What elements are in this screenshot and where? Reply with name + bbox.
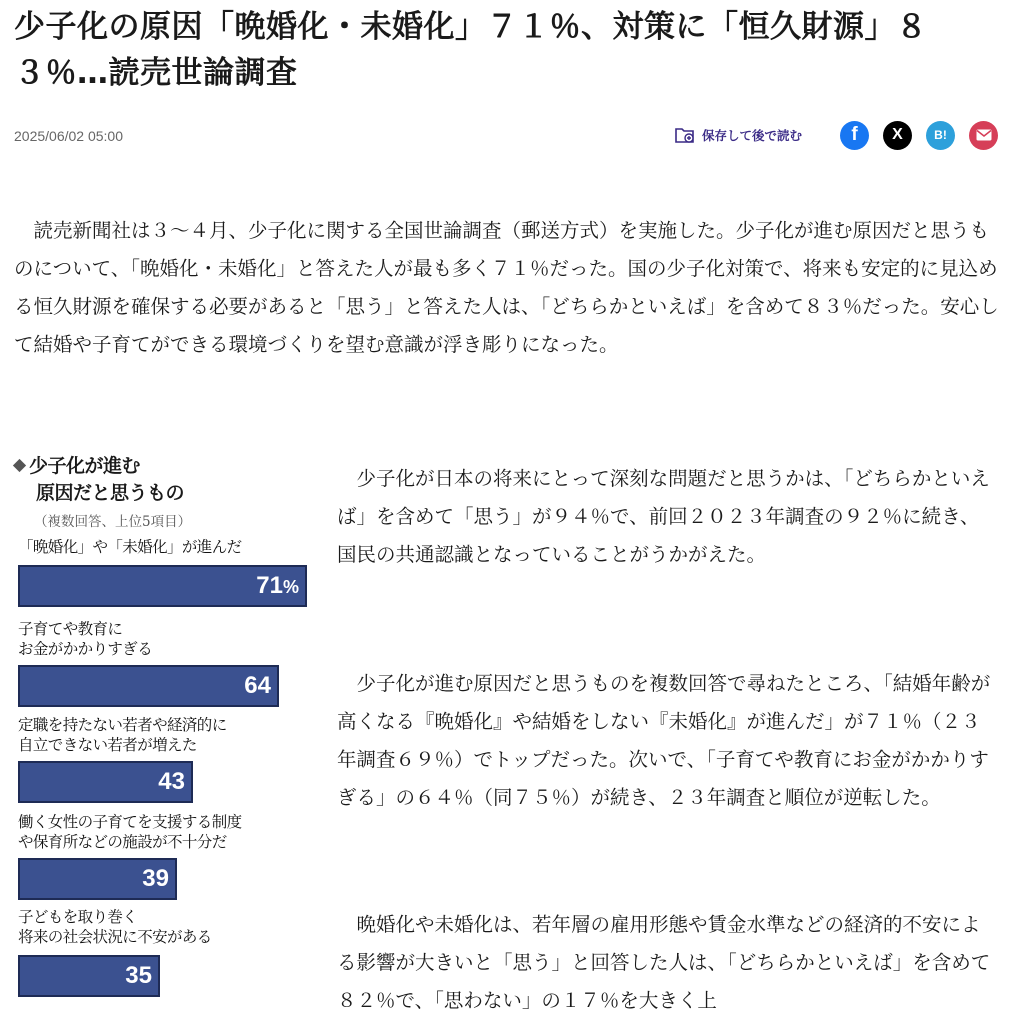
save-for-later-label: 保存して後で読む — [701, 128, 802, 143]
article-lead: 読売新聞社は３～４月、少子化に関する全国世論調査（郵送方式）を実施した。少子化が進む原因だと思うものについて、「晩婚化・未婚化」と答えた人が最も多く７１％だった。国の少子化対策で、将来も安定的に見込める恒久財源を確保する必要があると「思う」と答えた人は、「どちらかといえば」を含めて８３％だった。安心して結婚や子育てができる環境づくりを望む意識が浮き彫りになった。 — [14, 219, 999, 356]
publish-date: 2025/06/02 05:00 — [14, 128, 123, 144]
chart-value-label: 43 — [158, 768, 185, 795]
article-paragraph-3: 晩婚化や未婚化は、若年層の雇用形態や賃金水準などの経済的不安による影響が大きいと「思う」と回答した人は、「どちらかといえば」を含めて８２％で、「思わない」の１７％を大きく上 — [337, 913, 991, 1012]
chart-category-label — [18, 619, 152, 659]
article-headline: 少子化の原因「晩婚化・未婚化」７１％、対策に「恒久財源」８３％…読売世論調査 — [14, 9, 928, 91]
chart-category-label-line: や保育所などの施設が不十分だ — [18, 833, 227, 851]
chart-category-label-line: 働く女性の子育てを支援する制度 — [18, 813, 242, 831]
chart-category-label-line: 自立できない若者が増えた — [18, 736, 197, 754]
chart-bar — [18, 955, 160, 997]
article-paragraph-1: 少子化が日本の将来にとって深刻な問題だと思うかは、「どちらかといえば」を含めて「思う」が９４％で、前回２０２３年調査の９２％に続き、国民の共通認識となっていることがうかがえた。 — [337, 467, 990, 566]
mail-share-button[interactable] — [969, 121, 998, 150]
chart-category-label — [18, 907, 212, 947]
chart-bar — [18, 858, 177, 900]
chart-bar — [18, 565, 307, 607]
cube-icon — [13, 459, 26, 472]
article-actions — [674, 119, 998, 151]
chart-bar — [18, 761, 193, 803]
x-share-button[interactable] — [883, 121, 912, 150]
chart-category-label-line: 将来の社会状況に不安がある — [18, 928, 212, 946]
chart-category-label-line: 子どもを取り巻く — [18, 908, 138, 926]
article-paragraph-2: 少子化が進む原因だと思うものを複数回答で尋ねたところ、「結婚年齢が高くなる『晩婚化』や結婚をしない『未婚化』が進んだ」が７１％（２３年調査６９％）でトップだった。次いで、「子育てや教育にお金がかかりすぎる」の６４％（同７５％）が続き、２３年調査と順位が逆転した。 — [337, 672, 991, 809]
hatena-bookmark-button[interactable] — [926, 121, 955, 150]
facebook-share-button[interactable] — [840, 121, 869, 150]
chart-category-label-line: 「晩婚化」や「未婚化」が進んだ — [18, 538, 242, 556]
chart-value-label: 71% — [256, 572, 299, 599]
chart-title-line-1: 少子化が進む — [29, 455, 141, 477]
chart-value-label: 64 — [244, 672, 271, 699]
chart-title-line-2: 原因だと思うもの — [36, 482, 185, 504]
save-for-later-button[interactable] — [674, 125, 802, 145]
chart-value-label: 39 — [142, 865, 169, 892]
chart-bar — [18, 665, 279, 707]
chart-category-label-line: 子育てや教育に — [18, 620, 123, 638]
chart-category-label — [18, 715, 227, 755]
mail-icon — [976, 129, 992, 141]
cause-chart — [14, 453, 324, 1024]
chart-category-label — [18, 812, 242, 852]
chart-category-label — [18, 537, 242, 557]
facebook-icon: f — [851, 124, 858, 145]
chart-category-label-line: お金がかかりすぎる — [18, 640, 153, 658]
folder-plus-icon — [674, 125, 696, 145]
chart-category-label-line: 定職を持たない若者や経済的に — [18, 716, 227, 734]
x-icon: X — [892, 126, 903, 143]
chart-note: （複数回答、上位5項目） — [34, 514, 192, 530]
chart-unit-label: % — [282, 577, 299, 597]
chart-value-label: 35 — [125, 962, 152, 989]
chart-title — [14, 453, 184, 507]
hatena-bookmark-icon: B! — [934, 128, 947, 142]
